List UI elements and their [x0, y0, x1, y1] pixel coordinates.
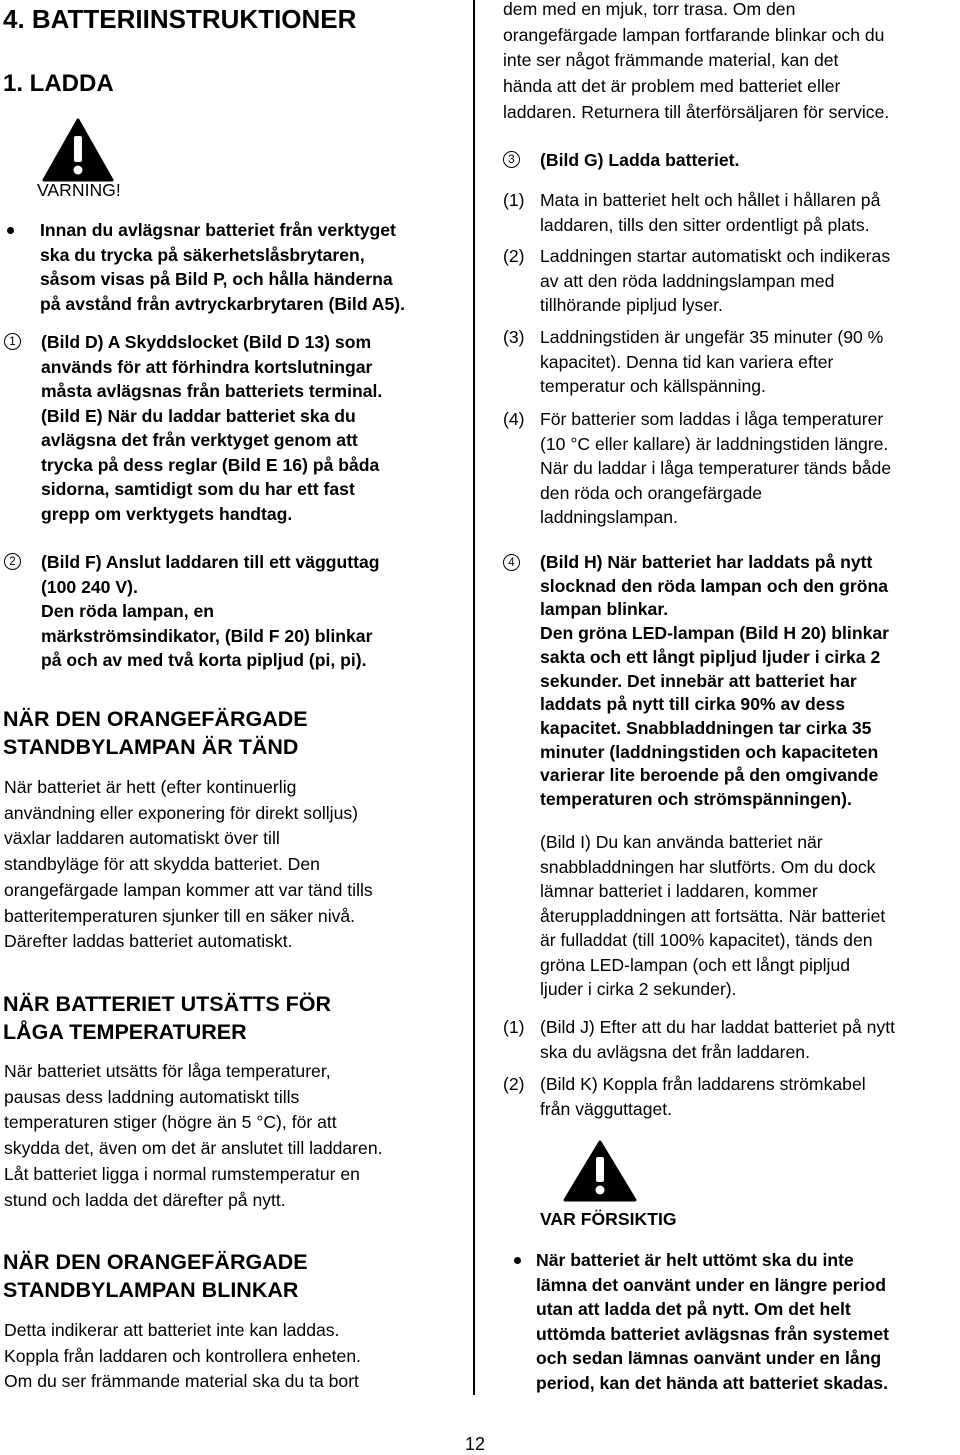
- text-line: Den röda lampan, en: [41, 601, 215, 621]
- text-line: hända att det är problem med batteriet eller: [503, 76, 841, 97]
- text-line: temperaturen och strömspänningen).: [540, 789, 852, 810]
- text-line: temperatur och källspänning.: [540, 376, 766, 396]
- warning-icon: [42, 118, 114, 182]
- text-line: på och av med två korta pipljud (pi, pi).: [41, 650, 367, 670]
- text-line: på avstånd från avtryckarbrytaren (Bild A5).: [40, 293, 406, 314]
- text-line: ljuder i cirka 2 sekunder).: [540, 979, 737, 999]
- substep-number: (2): [503, 1074, 525, 1094]
- text-line: (Bild G) Ladda batteriet.: [540, 150, 740, 170]
- para-orange-standby-blinking: [4, 1318, 469, 1395]
- text-line: pausas dess laddning automatiskt tills: [4, 1086, 300, 1107]
- caution-label: VAR FÖRSIKTIG: [540, 1209, 677, 1229]
- text-line: tillhörande pipljud lyser.: [540, 295, 723, 315]
- substep-g-4: [503, 407, 958, 530]
- text-line: den röda och orangefärgade: [540, 482, 763, 503]
- text-line: växlar laddaren automatiskt över till: [4, 828, 280, 849]
- text-line: När batteriet är helt uttömt ska du inte: [536, 1250, 854, 1270]
- text-line: (Bild E) När du laddar batteriet ska du: [41, 405, 356, 426]
- text-line: temperaturen stiger (högre än 5 °C), för att: [4, 1112, 337, 1133]
- text-line: slocknad den röda lampan och den gröna: [540, 575, 889, 596]
- text-line: stund och ladda det därefter på nytt.: [4, 1189, 286, 1210]
- text-line: dem med en mjuk, torr trasa. Om den: [503, 0, 796, 19]
- text-line: användning eller exponering för direkt solljus): [4, 802, 359, 823]
- bullet-dot: [7, 227, 14, 234]
- text-line: kapacitet). Denna tid kan variera efter: [540, 351, 834, 372]
- substep-g-2: [503, 244, 958, 318]
- text-line: trycka på dess reglar (Bild E 16) på båda: [41, 454, 380, 475]
- text-line: återuppladdningen att fortsätta. När batteriet: [540, 905, 886, 926]
- para-orange-standby-on: [4, 775, 469, 955]
- substep-number: (1): [503, 1017, 525, 1037]
- text-line: måsta avlägsnas från batteriets terminal.: [41, 381, 383, 401]
- text-line: är fulladdat (till 100% kapacitet), tänds den: [540, 930, 873, 950]
- text-line: När du laddar i låga temperaturer tänds både: [540, 458, 892, 478]
- text-line: (Bild J) Efter att du har laddat batteriet på nytt: [540, 1017, 895, 1037]
- text-line: sidorna, samtidigt som du har ett fast: [41, 479, 355, 499]
- text-line: Låt batteriet ligga i normal rumstemperatur en: [4, 1163, 360, 1184]
- text-line: (10 °C eller kallare) är laddningstiden längre.: [540, 433, 889, 454]
- step-3: [503, 148, 958, 173]
- heading-line: LÅGA TEMPERATURER: [3, 1020, 247, 1044]
- substep-k-2: [503, 1072, 958, 1121]
- page-title: 4. BATTERIINSTRUKTIONER: [3, 4, 357, 34]
- step-marker-2: 2: [4, 553, 21, 570]
- step-marker-1: 1: [4, 333, 21, 350]
- section-heading-ladda: 1. LADDA: [3, 70, 114, 97]
- text-line: lämnar batteriet i laddaren, kommer: [540, 881, 818, 901]
- text-line: (Bild F) Anslut laddaren till ett vägguttag: [41, 552, 380, 572]
- page-number: 12: [465, 1434, 486, 1454]
- text-line: Koppla från laddaren och kontrollera enheten.: [4, 1345, 362, 1366]
- text-line: gröna LED-lampan (och ett långt pipljud: [540, 954, 851, 975]
- heading-line: STANDBYLAMPAN BLINKAR: [3, 1278, 299, 1302]
- substep-number: (2): [503, 246, 525, 266]
- text-line: såsom visas på Bild P, och hålla händerna: [40, 269, 393, 289]
- text-line: varierar lite beroende på den omgivande: [540, 765, 879, 786]
- text-line: När batteriet är hett (efter kontinuerlig: [4, 777, 297, 797]
- text-line: När batteriet utsätts för låga temperaturer,: [4, 1061, 331, 1081]
- text-line: skydda det, även om det är anslutet till laddaren.: [4, 1138, 383, 1159]
- column-divider: [473, 0, 475, 1395]
- text-line: laddats på nytt till cirka 90% av dess: [540, 694, 846, 715]
- text-line: (Bild H) När batteriet har laddats på nytt: [540, 552, 873, 572]
- substep-g-3: [503, 325, 958, 399]
- heading-low-temperatures: [3, 990, 331, 1046]
- text-line: grepp om verktygets handtag.: [41, 503, 293, 524]
- caution-icon: [563, 1140, 637, 1202]
- step-1: [4, 330, 469, 526]
- step-4: [503, 551, 958, 812]
- text-line: Detta indikerar att batteriet inte kan laddas.: [4, 1320, 340, 1340]
- text-line: laddaren, tills den sitter ordentligt på plats.: [540, 214, 870, 235]
- text-line: lämna det oanvänt under en längre period: [536, 1274, 886, 1295]
- text-line: Innan du avlägsnar batteriet från verktyget: [40, 220, 396, 240]
- text-line: märkströmsindikator, (Bild F 20) blinkar: [41, 625, 373, 646]
- step-2: [4, 550, 469, 673]
- substep-number: (1): [503, 190, 525, 210]
- text-line: lampan blinkar.: [540, 599, 669, 620]
- text-line: sekunder. Det innebär att batteriet har: [540, 670, 857, 691]
- text-line: ska du avlägsna det från laddaren.: [540, 1041, 810, 1062]
- heading-line: NÄR BATTERIET UTSÄTTS FÖR: [3, 992, 332, 1016]
- text-line: batteritemperaturen sjunker till en säker nivå.: [4, 905, 356, 926]
- bullet-dot: [514, 1257, 521, 1264]
- text-line: orangefärgade lampan kommer att var tänd tills: [4, 879, 373, 900]
- text-line: inte ser något främmande material, kan det: [503, 50, 839, 71]
- heading-line: NÄR DEN ORANGEFÄRGADE: [3, 1250, 308, 1274]
- text-line: För batterier som laddas i låga temperaturer: [540, 409, 884, 429]
- substep-j-1: [503, 1015, 958, 1064]
- text-line: av att den röda laddningslampan med: [540, 270, 835, 291]
- text-line: Mata in batteriet helt och hållet i hållaren på: [540, 190, 881, 210]
- text-line: laddningslampan.: [540, 507, 678, 527]
- text-line: period, kan det hända att batteriet skadas.: [536, 1372, 888, 1393]
- para-low-temperatures: [4, 1059, 469, 1213]
- warning-label: VARNING!: [37, 180, 121, 200]
- substep-g-1: [503, 188, 958, 237]
- text-line: Den gröna LED-lampan (Bild H 20) blinkar: [540, 623, 889, 644]
- text-line: minuter (laddningstiden och kapaciteten: [540, 741, 879, 762]
- text-line: avlägsna det från verktyget genom att: [41, 430, 358, 450]
- text-line: från vägguttaget.: [540, 1098, 673, 1119]
- text-line: utan att ladda det på nytt. Om det helt: [536, 1299, 851, 1319]
- step-marker-4: 4: [503, 554, 520, 571]
- para-continued: [503, 0, 958, 126]
- para-bild-i: [540, 830, 958, 1002]
- text-line: sakta och ett långt pipljud ljuder i cirka 2: [540, 646, 881, 667]
- text-line: standbyläge för att skydda batteriet. Den: [4, 854, 320, 875]
- text-line: ska du trycka på säkerhetslåsbrytaren,: [40, 244, 365, 265]
- text-line: (Bild K) Koppla från laddarens strömkabel: [540, 1074, 866, 1094]
- warning-bullet-item: [7, 218, 467, 316]
- text-line: och sedan lämnas oanvänt under en lång: [536, 1348, 882, 1368]
- text-line: snabbladdningen har slutförts. Om du dock: [540, 856, 876, 877]
- text-line: (Bild I) Du kan använda batteriet när: [540, 832, 823, 852]
- heading-orange-standby-on: [3, 705, 308, 761]
- heading-orange-standby-blinking: [3, 1248, 308, 1304]
- text-line: (Bild D) A Skyddslocket (Bild D 13) som: [41, 332, 372, 352]
- heading-line: STANDBYLAMPAN ÄR TÄND: [3, 735, 299, 759]
- text-line: kapacitet. Snabbladdningen tar cirka 35: [540, 717, 872, 738]
- text-line: Laddningen startar automatiskt och indikeras: [540, 246, 891, 266]
- substep-number: (4): [503, 409, 525, 429]
- caution-bullet-item: [514, 1248, 960, 1395]
- text-line: laddaren. Returnera till återförsäljaren för service.: [503, 101, 890, 122]
- text-line: orangefärgade lampan fortfarande blinkar och du: [503, 24, 885, 45]
- text-line: Laddningstiden är ungefär 35 minuter (90 %: [540, 327, 884, 347]
- heading-line: NÄR DEN ORANGEFÄRGADE: [3, 707, 308, 731]
- step-marker-3: 3: [503, 151, 520, 168]
- text-line: uttömda batteriet avlägsnas från systemet: [536, 1323, 889, 1344]
- text-line: (100 240 V).: [41, 576, 138, 597]
- text-line: används för att förhindra kortslutningar: [41, 356, 373, 377]
- text-line: Om du ser främmande material ska du ta bort: [4, 1371, 359, 1392]
- substep-number: (3): [503, 327, 525, 347]
- text-line: Därefter laddas batteriet automatiskt.: [4, 931, 293, 952]
